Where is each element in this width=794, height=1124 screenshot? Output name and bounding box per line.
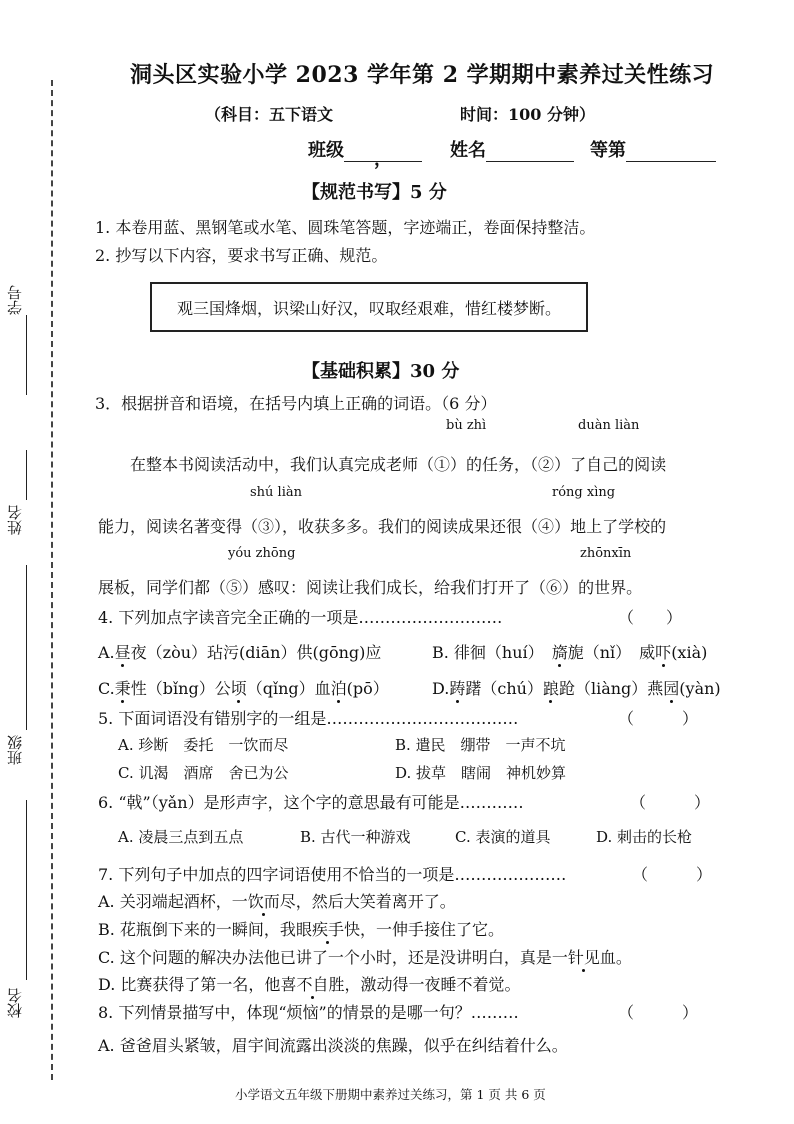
q5-answer-paren[interactable]: （ ）	[618, 709, 699, 728]
q6-answer-paren[interactable]: （ ）	[630, 793, 711, 812]
name-line	[26, 450, 27, 500]
q7-option-c[interactable]: C. 这个问题的解决办法他已讲了一个小时，还是没讲明白，真是一针见血。	[98, 948, 632, 967]
q7-option-a[interactable]: A. 关羽端起酒杯，一饮而尽，然后大笑着离开了。	[98, 892, 456, 911]
class-label: 班级	[308, 140, 344, 161]
grade-field[interactable]	[590, 136, 716, 162]
q5-option-c[interactable]: C. 讥渴 酒席 舍已为公	[118, 764, 289, 782]
instruction-2: 2. 抄写以下内容，要求书写正确、规范。	[95, 246, 388, 265]
school-line	[26, 800, 27, 980]
q6-option-b[interactable]: B. 古代一种游戏	[300, 828, 411, 846]
binding-dashed-line	[51, 80, 53, 1080]
q8-option-a[interactable]: A. 爸爸眉头紧皱，眉宇间流露出淡淡的焦躁，似乎在纠结着什么。	[98, 1036, 568, 1055]
margin-label-class: 班级	[6, 735, 24, 765]
name-field[interactable]	[450, 136, 574, 162]
q3-pinyin-6: zhōnxīn	[580, 546, 632, 561]
q5-stem: 5. 下面词语没有错别字的一组是………………………………	[98, 709, 519, 728]
q3-line-3: 展板，同学们都（⑤）感叹：阅读让我们成长，给我们打开了（⑥）的世界。	[98, 578, 643, 597]
copy-text-box: 观三国烽烟，识梁山好汉，叹取经艰难，惜红楼梦断。	[150, 282, 588, 332]
class-blank[interactable]: ，	[344, 145, 422, 162]
q4-option-a[interactable]: A.昼夜（zòu）玷污(diān）供(gōng)应	[98, 643, 382, 662]
grade-label: 等第	[590, 140, 626, 161]
q7-option-d[interactable]: D. 比赛获得了第一名，他喜不自胜，激动得一夜睡不着觉。	[98, 975, 521, 994]
page-footer: 小学语文五年级下册期中素养过关练习，第 1 页 共 6 页	[235, 1087, 546, 1102]
time-info: 时间：100 分钟）	[460, 105, 595, 124]
blank-4[interactable]: ④	[538, 517, 555, 536]
q4-option-c[interactable]: C.秉性（bǐng）公顷（qǐng）血泊(pō）	[98, 679, 389, 698]
section-heading-writing: 【规范书写】5 分	[302, 182, 447, 203]
q7-answer-paren[interactable]: （ ）	[632, 865, 713, 884]
q3-stem: 3．根据拼音和语境，在括号内填上正确的词语。（6 分）	[95, 394, 497, 413]
margin-label-name: 姓名	[6, 505, 24, 535]
q7-option-b[interactable]: B. 花瓶倒下来的一瞬间，我眼疾手快，一伸手接住了它。	[98, 920, 504, 939]
q5-option-d[interactable]: D. 拔草 瞎闹 神机妙算	[395, 764, 567, 782]
grade-blank[interactable]	[626, 145, 716, 162]
q3-pinyin-2: duàn liàn	[578, 418, 640, 433]
q4-answer-paren[interactable]: （ ）	[618, 608, 683, 627]
blank-3[interactable]: ③	[258, 517, 275, 536]
page-title: 洞头区实验小学 2023 学年第 2 学期期中素养过关性练习	[130, 62, 715, 88]
q6-option-d[interactable]: D. 刺击的长枪	[596, 828, 693, 846]
q5-option-a[interactable]: A. 珍断 委托 一饮而尽	[118, 736, 289, 754]
q4-option-d[interactable]: D.踌躇（chú）踉跄（liàng）燕园(yàn)	[432, 679, 721, 698]
q3-pinyin-1: bù zhì	[446, 418, 487, 433]
q6-option-c[interactable]: C. 表演的道具	[455, 828, 551, 846]
blank-6[interactable]: ⑥	[546, 578, 563, 597]
subject-info: （科目：五下语文	[205, 105, 334, 124]
q3-line-2: 能力，阅读名著变得（③），收获多多。我们的阅读成果还很（④）地上了学校的	[98, 517, 667, 536]
class-line	[26, 565, 27, 730]
class-field[interactable]	[308, 136, 422, 170]
q5-option-b[interactable]: B. 遣民 绷带 一声不坑	[395, 736, 566, 754]
q3-pinyin-4: róng xìng	[552, 485, 616, 500]
blank-2[interactable]: ②	[538, 455, 555, 474]
q6-stem: 6. “戟”（yǎn）是形声字，这个字的意思最有可能是…………	[98, 793, 524, 812]
q4-stem: 4. 下列加点字读音完全正确的一项是………………………	[98, 608, 503, 627]
section-heading-basics: 【基础积累】30 分	[302, 361, 460, 382]
blank-5[interactable]: ⑤	[226, 578, 243, 597]
student-no-line	[26, 315, 27, 395]
name-label: 姓名	[450, 140, 486, 161]
instruction-1: 1. 本卷用蓝、黑钢笔或水笔、圆珠笔答题，字迹端正，卷面保持整洁。	[95, 218, 596, 237]
margin-label-school: 校名	[6, 988, 24, 1018]
q8-stem: 8. 下列情景描写中，体现“烦恼”的情景的是哪一句？………	[98, 1003, 519, 1022]
q7-stem: 7. 下列句子中加点的四字词语使用不恰当的一项是…………………	[98, 865, 567, 884]
q6-option-a[interactable]: A. 凌晨三点到五点	[118, 828, 244, 846]
blank-1[interactable]: ①	[434, 455, 451, 474]
q3-pinyin-3: shú liàn	[250, 485, 302, 500]
name-blank[interactable]	[486, 145, 574, 162]
q3-pinyin-5: yóu zhōng	[228, 546, 296, 561]
margin-label-student-no: 学号	[6, 285, 24, 315]
q3-line-1: 在整本书阅读活动中，我们认真完成老师（①）的任务，（②）了自己的阅读	[130, 455, 667, 474]
q8-answer-paren[interactable]: （ ）	[618, 1003, 699, 1022]
q4-option-b[interactable]: B. 徘徊（huí） 旖旎（nǐ） 威吓(xià)	[432, 643, 708, 662]
